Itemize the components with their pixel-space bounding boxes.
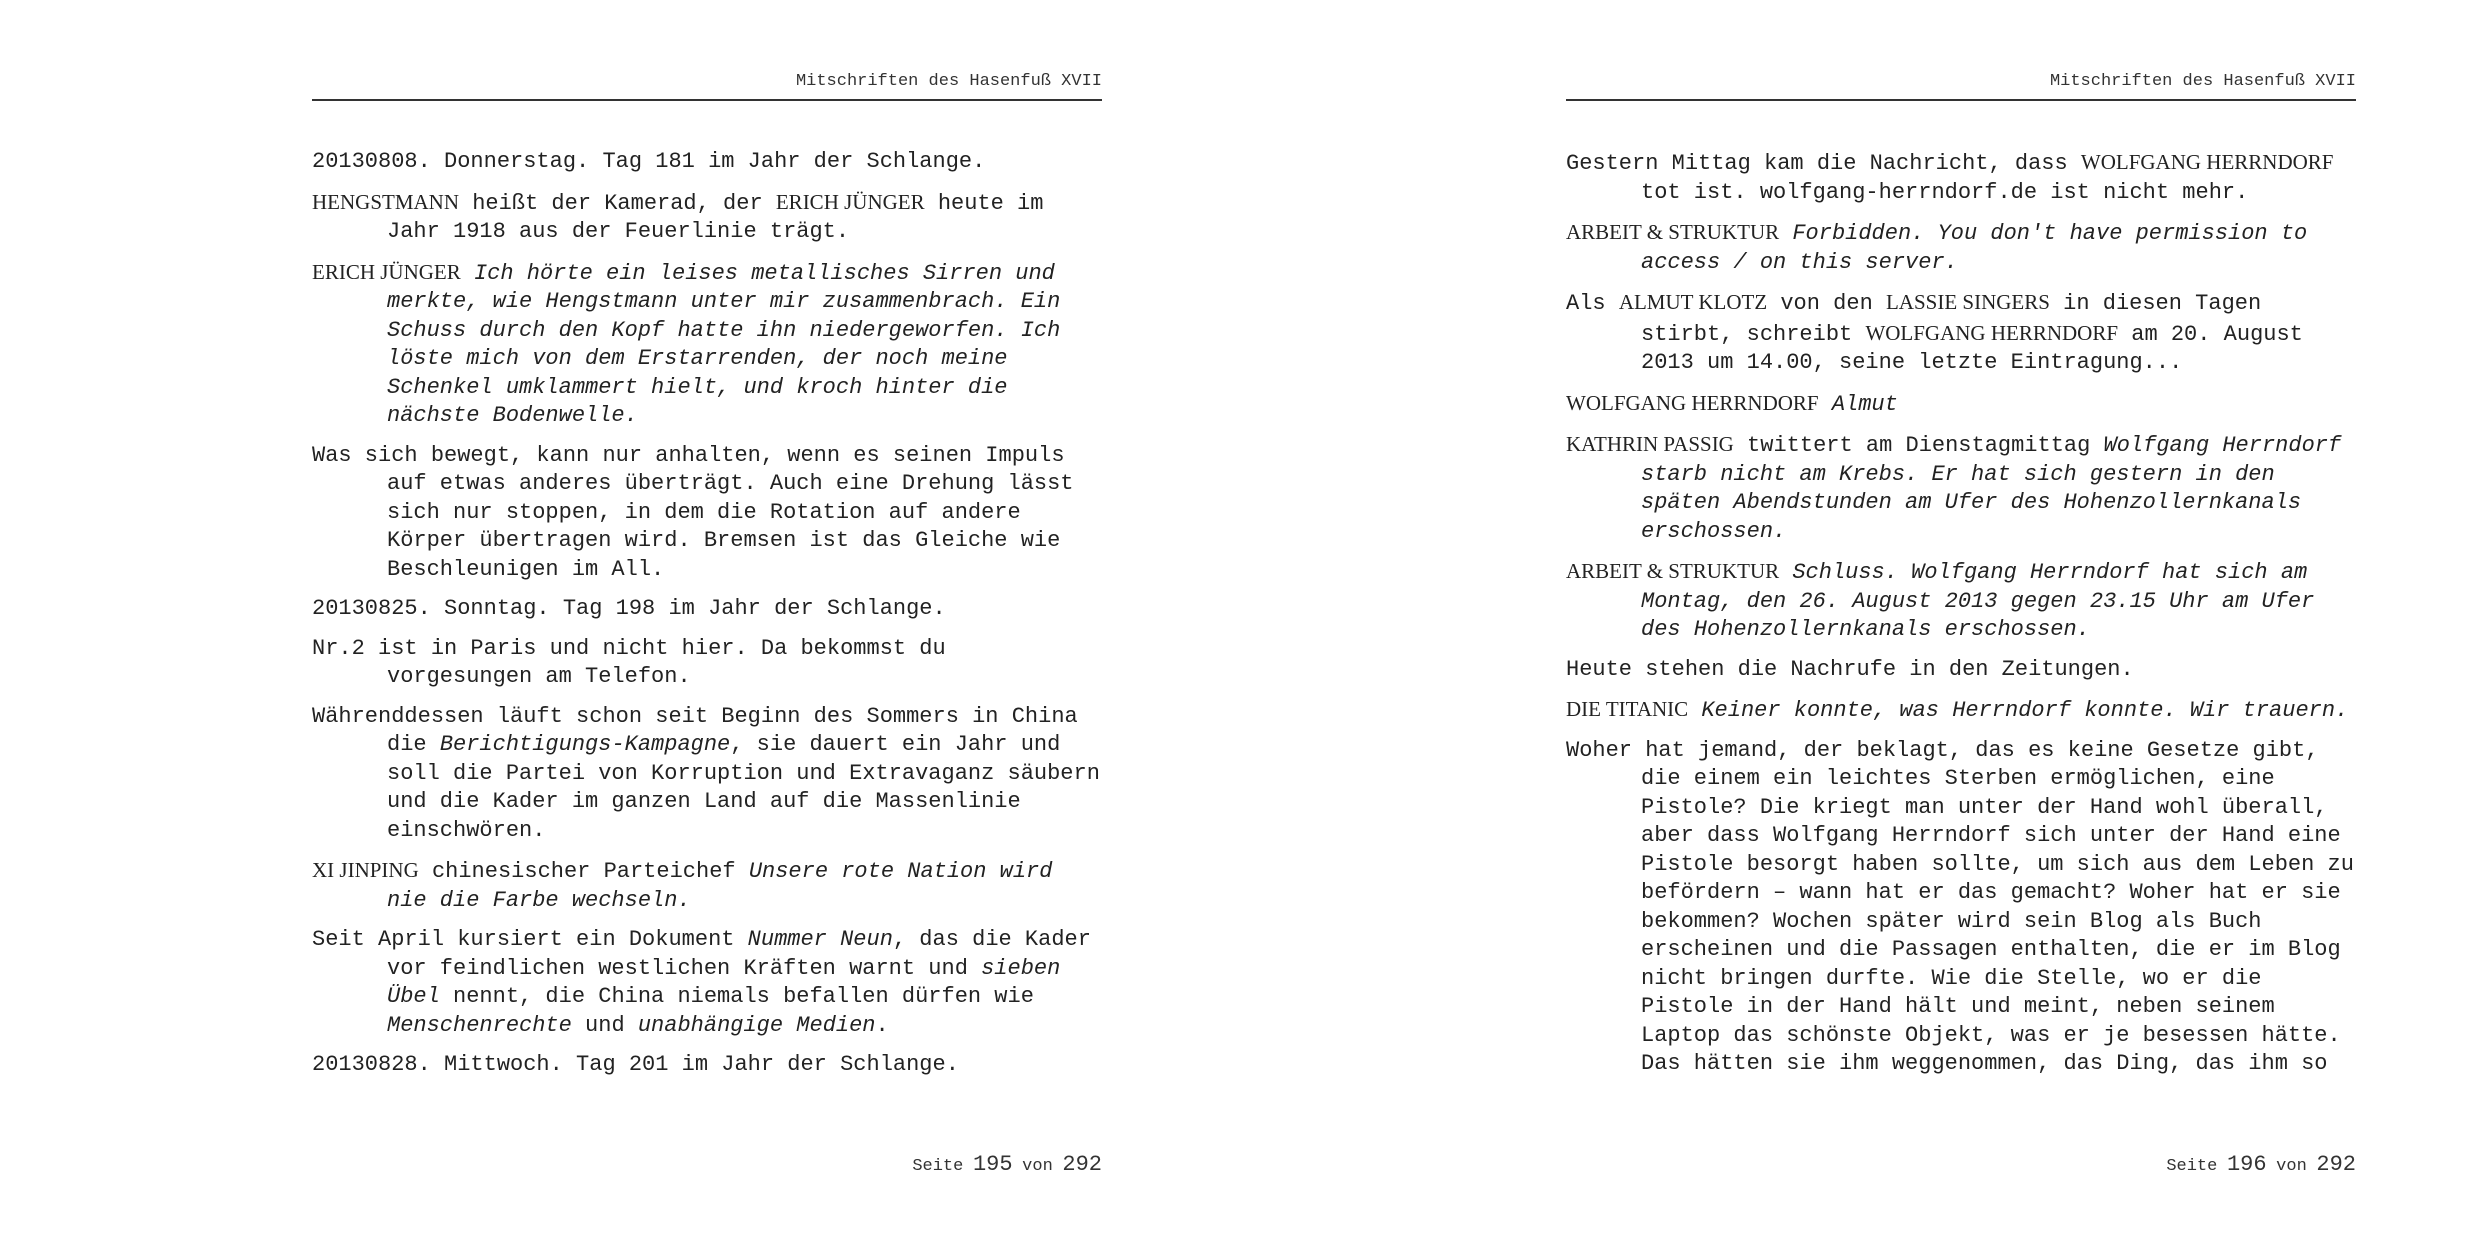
- quote-paragraph: [1566, 695, 2356, 726]
- footer-von: von: [1022, 1157, 1053, 1176]
- text-run: twittert am Dienstagmittag: [1733, 433, 2104, 458]
- running-header: Mitschriften des Hasenfuß XVII: [312, 72, 1102, 101]
- paragraph: [1566, 288, 2356, 378]
- text-run: heute im Jahr 1918 aus der Feuerlinie trägt.: [387, 190, 1044, 244]
- date-entry: 20130828. Mittwoch. Tag 201 im Jahr der Schlange.: [312, 1052, 959, 1077]
- paragraph: Was sich bewegt, kann nur anhalten, wenn es seinen Impuls auf etwas anderes überträgt. Auch eine Drehung lässt sich nur stoppen, in dem die Rotation auf andere Körper übertragen wird. Bremsen ist das Gleiche wie Beschleunigen im All.: [312, 442, 1074, 582]
- person-name: WOLFGANG HERRNDORF: [1865, 320, 2119, 345]
- text-run: tot ist. wolfgang-herrndorf.de ist nicht mehr.: [1641, 179, 2249, 205]
- text-run: Währenddessen läuft schon seit Beginn des Sommers in China die: [312, 703, 1078, 757]
- text-run: in diesen Tagen stirbt, schreibt: [1641, 291, 2262, 347]
- person-name: ARBEIT & STRUKTUR: [1566, 559, 1780, 583]
- person-name: DIE TITANIC: [1566, 697, 1689, 721]
- paragraph: [312, 703, 1102, 846]
- page-body: [1566, 148, 2356, 1090]
- quote-text: Ich hörte ein leises metallisches Sirren und merkte, wie Hengstmann unter mir zusammenbrach. Ein Schuss durch den Kopf hatte ihn niedergeworfen. Ich löste mich von dem Erstarrenden, der noch meine Schenkel umklammert hielt, und kroch hinter die nächste Bodenwelle.: [387, 260, 1061, 428]
- person-name: LASSIE SINGERS: [1885, 290, 2050, 314]
- page-body: [312, 148, 1102, 1091]
- text-run: , sie dauert ein Jahr und soll die Partei von Korruption und Extravaganz säubern und die Kader im ganzen Land auf die Massenlinie einschwören.: [387, 732, 1100, 843]
- quote-paragraph: [1566, 430, 2356, 546]
- quote-text: Nummer Neun: [747, 927, 893, 952]
- text-run: und: [571, 1012, 638, 1038]
- page-total: 292: [1062, 1152, 1102, 1177]
- paragraph: [312, 188, 1102, 247]
- text-run: am 20. August 2013 um 14.00, seine letzte Eintragung...: [1641, 321, 2303, 375]
- text-run: Gestern Mittag kam die Nachricht, dass: [1566, 151, 2081, 176]
- running-header: Mitschriften des Hasenfuß XVII: [1566, 72, 2356, 101]
- text-run: von den: [1767, 291, 1886, 316]
- quote-paragraph: [1566, 389, 2356, 420]
- person-name: WOLFGANG HERRNDORF: [1566, 390, 1819, 415]
- quote-text: Menschenrechte: [387, 1012, 572, 1038]
- quote-paragraph: [312, 856, 1102, 915]
- person-name: ALMUT KLOTZ: [1618, 290, 1768, 314]
- quote-text: Forbidden. You don't have permission to access / on this server.: [1641, 221, 2308, 275]
- paragraph: [312, 926, 1102, 1040]
- paragraph: Woher hat jemand, der beklagt, das es keine Gesetze gibt, die einem ein leichtes Sterben ermöglichen, eine Pistole? Die kriegt man unter der Hand wohl überall, aber dass Wolfgang Herrndorf sich unter der Hand eine Pistole besorgt haben sollte, um sich aus dem Leben zu befördern – wann hat er das gemacht? Woher hat er sie bekommen? Wochen später wird sein Blog als Buch erscheinen und die Passagen enthalten, die er im Blog nicht bringen durfte. Wie die Stelle, wo er die Pistole in der Hand hält und meint, neben seinem Laptop das schönste Objekt, was er je besessen hätte. Das hätten sie ihm weggenommen, das Ding, das ihm so: [1566, 737, 2354, 1076]
- footer-seite: Seite: [2166, 1157, 2218, 1176]
- quote-text: Keiner konnte, was Herrndorf konnte. Wir trauern.: [1701, 698, 2349, 723]
- paragraph: Heute stehen die Nachrufe in den Zeitungen.: [1566, 656, 2134, 682]
- paragraph: [1566, 148, 2356, 207]
- quote-text: Schluss. Wolfgang Herrndorf hat sich am Montag, den 26. August 2013 gegen 23.15 Uhr am Ufer des Hohenzollernkanals erschossen.: [1641, 560, 2315, 642]
- date-entry: 20130808. Donnerstag. Tag 181 im Jahr der Schlange.: [312, 149, 986, 174]
- page-number: 195: [972, 1152, 1013, 1177]
- quote-paragraph: [1566, 218, 2356, 277]
- person-name: WOLFGANG HERRNDORF: [2080, 150, 2334, 174]
- left-page: [312, 0, 1102, 1240]
- page-footer: [1566, 1152, 2356, 1177]
- text-run: heißt der Kamerad, der: [459, 190, 776, 216]
- page-total: 292: [2316, 1152, 2356, 1177]
- text-run: Als: [1566, 291, 1619, 316]
- text-run: , das die Kader vor feindlichen westlichen Kräften warnt und: [387, 927, 1091, 981]
- text-run: Seit April kursiert ein Dokument: [312, 927, 748, 952]
- person-name: ARBEIT & STRUKTUR: [1566, 220, 1780, 244]
- quote-paragraph: [312, 258, 1102, 431]
- quote-text: Almut: [1831, 391, 1898, 417]
- text-run: .: [875, 1012, 889, 1038]
- person-name: ERICH JÜNGER: [312, 259, 461, 284]
- quote-text: sieben Übel: [387, 955, 1061, 1009]
- page-footer: [312, 1152, 1102, 1177]
- page-number: 196: [2226, 1152, 2267, 1177]
- person-name: ERICH JÜNGER: [775, 189, 925, 214]
- right-page: [1566, 0, 2356, 1240]
- text-run: chinesischer Parteichef: [418, 859, 749, 884]
- quote-text: Wolfgang Herrndorf starb nicht am Krebs. Er hat sich gestern in den späten Abendstunden am Ufer des Hohenzollernkanals erschossen.: [1641, 433, 2342, 544]
- quote-text: Unsere rote Nation wird nie die Farbe wechseln.: [387, 859, 1053, 913]
- person-name: XI JINPING: [312, 858, 419, 882]
- person-name: KATHRIN PASSIG: [1566, 432, 1734, 456]
- person-name: HENGSTMANN: [312, 189, 459, 214]
- quote-text: Berichtigungs-Kampagne: [439, 732, 731, 757]
- quote-text: unabhängige Medien: [637, 1012, 876, 1038]
- paragraph: Nr.2 ist in Paris und nicht hier. Da bekommst du vorgesungen am Telefon.: [312, 635, 946, 689]
- quote-paragraph: [1566, 557, 2356, 645]
- date-entry: 20130825. Sonntag. Tag 198 im Jahr der Schlange.: [312, 596, 946, 621]
- footer-von: von: [2276, 1157, 2307, 1176]
- text-run: nennt, die China niemals befallen dürfen wie: [439, 984, 1034, 1009]
- footer-seite: Seite: [912, 1157, 964, 1176]
